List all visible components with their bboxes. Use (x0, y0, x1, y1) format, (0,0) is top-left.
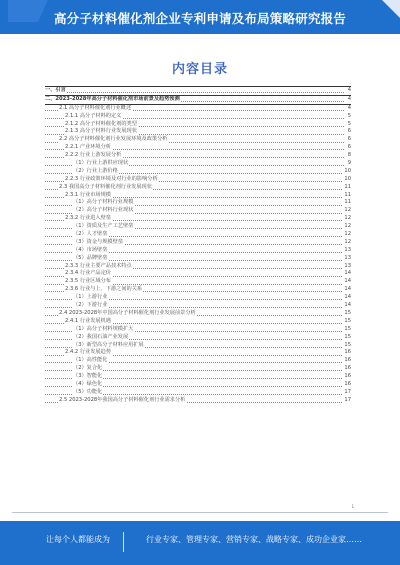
toc-entry-page: 16 (344, 380, 351, 387)
toc-entry-label: 2.4.2 行业发展趋势 (65, 349, 111, 356)
toc-entry-page: 12 (344, 223, 351, 230)
toc-entry-label: 2.4 2023-2028年中国高分子材料催化剂行业发展前景分析 (59, 309, 196, 316)
toc-entry-label: 2.1.1 高分子材料的定义 (65, 112, 122, 119)
toc-entry[interactable] (45, 215, 351, 223)
toc-entry-label: 2.2.3 行业政策环境及对行业的影响分析 (65, 175, 158, 182)
toc-entry-page: 12 (344, 238, 351, 245)
toc-entry-page: 12 (344, 231, 351, 238)
toc-entry-label: （4）绿色化 (73, 380, 103, 387)
toc-entry[interactable] (45, 294, 351, 302)
toc-entry-page: 10 (344, 175, 351, 182)
toc-entry-label: 2.3.4 行业产品定价 (65, 270, 111, 277)
toc-entry[interactable] (45, 302, 351, 310)
toc-entry[interactable] (45, 318, 351, 326)
toc-entry[interactable] (45, 86, 351, 96)
toc-entry-page: 11 (344, 191, 351, 198)
footer-slogan-left: 让每个人都能成为 (46, 535, 110, 544)
toc-entry-label: 2.3.5 行业区域分布 (65, 278, 111, 285)
toc-entry[interactable] (45, 96, 351, 105)
toc-entry-label: （5）品牌壁垒 (73, 254, 108, 261)
toc-entry-label: 一、引言 (45, 87, 66, 93)
toc-entry-label: （2）我国石油产业发展 (73, 333, 129, 340)
toc-entry-page: 15 (344, 333, 351, 340)
toc-entry-label: （2）高分子材料行业现状 (73, 207, 134, 214)
toc-entry-label: （5）功能化 (73, 388, 103, 395)
toc-entry-label: （3）智能化 (73, 373, 103, 380)
toc-entry-page: 15 (344, 325, 351, 332)
toc-entry-label: （2）行业上游价格 (73, 167, 118, 174)
toc-entry-page: 16 (344, 357, 351, 364)
toc-entry-page: 15 (344, 309, 351, 316)
toc-entry-label: （3）资金与规模壁垒 (73, 238, 123, 245)
toc-entry[interactable] (45, 152, 351, 160)
toc-entry[interactable] (45, 168, 351, 176)
toc-entry[interactable] (45, 223, 351, 231)
toc-entry[interactable] (45, 357, 351, 365)
toc-entry-page: 12 (344, 215, 351, 222)
toc-entry-page: 14 (344, 286, 351, 293)
toc-entry[interactable] (45, 231, 351, 239)
toc-entry[interactable] (45, 286, 351, 294)
toc-heading: 内容目录 (171, 62, 228, 77)
toc-entry[interactable] (45, 310, 351, 318)
toc-entry-page: 11 (344, 199, 351, 206)
toc-entry-page: 14 (344, 294, 351, 301)
toc-entry-label: （2）人才壁垒 (73, 231, 108, 238)
toc-entry-label: （4）市场壁垒 (73, 246, 108, 253)
toc-entry-label: 2.3 我国高分子材料催化剂行业发展现状 (59, 183, 152, 190)
toc-entry[interactable] (45, 397, 351, 405)
toc-entry[interactable] (45, 326, 351, 334)
toc-entry-label: 2.1.2 高分子材料催化剂的类型 (65, 120, 137, 127)
toc-entry-page: 14 (344, 270, 351, 277)
toc-entry[interactable] (45, 381, 351, 389)
footer-slogan-right: 行业专家、管理专家、营销专家、战略专家、成功企业家…… (146, 535, 362, 544)
toc-entry-label: 2.1.3 高分子材料行业发展现状 (65, 128, 137, 135)
toc-entry[interactable] (45, 334, 351, 342)
toc-entry-page: 10 (344, 167, 351, 174)
header-banner (0, 0, 400, 34)
toc-entry[interactable] (45, 176, 351, 184)
toc-entry-label: （1）资质及生产工艺壁垒 (73, 223, 134, 230)
toc-entry-page: 4 (347, 95, 351, 102)
toc-entry-page: 12 (344, 207, 351, 214)
toc-entry-page: 14 (344, 278, 351, 285)
toc-entry[interactable] (45, 255, 351, 263)
toc-entry-label: （2）下游行业 (73, 302, 108, 309)
toc-entry-page: 16 (344, 373, 351, 380)
toc-entry-page: 13 (344, 246, 351, 253)
toc-entry-label: 2.2.2 行业上游发展分析 (65, 152, 122, 159)
toc-entry-label: 2.3.1 行业市场规模 (65, 191, 111, 198)
toc-entry[interactable] (45, 239, 351, 247)
toc-entry-label: 2.3.6 行业与上、下游之间的关系 (65, 286, 143, 293)
toc-entry-label: （1）高分子材料规模扩大 (73, 325, 134, 332)
footer-divider (12, 512, 388, 513)
toc-entry-page: 6 (347, 144, 351, 151)
toc-entry-page: 16 (344, 349, 351, 356)
toc-entry[interactable] (45, 113, 351, 121)
table-of-contents (45, 86, 351, 405)
toc-entry-page: 17 (344, 396, 351, 403)
toc-entry-page: 6 (347, 128, 351, 135)
footer-banner (0, 521, 400, 565)
toc-entry-page: 13 (344, 262, 351, 269)
page-number: 1 (351, 504, 354, 509)
toc-entry[interactable] (45, 184, 351, 192)
header-title: 高分子材料催化剂企业专利申请及布局策略研究报告 (53, 11, 347, 26)
toc-entry-page: 16 (344, 365, 351, 372)
page-fold-icon (382, 0, 400, 18)
toc-entry[interactable] (45, 389, 351, 397)
toc-entry-label: 2.3.2 行业进入壁垒 (65, 215, 111, 222)
toc-entry-page: 4 (347, 87, 351, 93)
toc-entry-page: 5 (347, 120, 351, 127)
toc-entry-page: 14 (344, 302, 351, 309)
toc-entry[interactable] (45, 373, 351, 381)
toc-entry[interactable] (45, 144, 351, 152)
toc-entry-page: 5 (347, 112, 351, 119)
toc-entry-label: （3）新型高分子材料应用扩展 (73, 341, 144, 348)
toc-entry-page: 15 (344, 317, 351, 324)
toc-entry[interactable] (45, 365, 351, 373)
toc-entry-label: 二、2023-2028年高分子材料催化剂市场前景及趋势预测 (45, 95, 180, 102)
toc-entry-page: 11 (344, 183, 351, 190)
toc-entry-label: 2.4.1 行业发展机遇 (65, 317, 111, 324)
toc-entry-label: 2.2.1 产业环境分析 (65, 144, 111, 151)
toc-entry-label: 2.5 2023-2028年我国高分子材料催化剂行业需求分析 (59, 396, 186, 403)
toc-entry-label: （1）高分子材料行业规模 (73, 199, 134, 206)
toc-entry[interactable] (45, 105, 351, 113)
toc-entry-label: （2）复合化 (73, 365, 103, 372)
toc-entry[interactable] (45, 247, 351, 255)
toc-dot-leader (45, 92, 344, 93)
toc-entry-label: 2.2 高分子材料催化剂行业发展环境及政策分析 (59, 136, 168, 143)
toc-entry-page: 9 (347, 160, 351, 167)
toc-entry-label: 2.1 高分子材料催化剂行业概述 (59, 104, 132, 111)
toc-entry-page: 15 (344, 341, 351, 348)
toc-entry-page: 17 (344, 388, 351, 395)
toc-entry-label: （1）行业上游供应现状 (73, 160, 129, 167)
footer-separator (123, 532, 124, 552)
toc-entry-page: 13 (344, 254, 351, 261)
toc-entry-label: （1）高性能化 (73, 357, 108, 364)
toc-entry-page: 4 (347, 104, 351, 111)
toc-entry-page: 6 (347, 136, 351, 143)
toc-entry-label: 2.3.3 行业主要产品技术特点 (65, 262, 132, 269)
toc-entry-label: （1）上游行业 (73, 294, 108, 301)
toc-entry-page: 8 (347, 152, 351, 159)
toc-entry[interactable] (45, 160, 351, 168)
